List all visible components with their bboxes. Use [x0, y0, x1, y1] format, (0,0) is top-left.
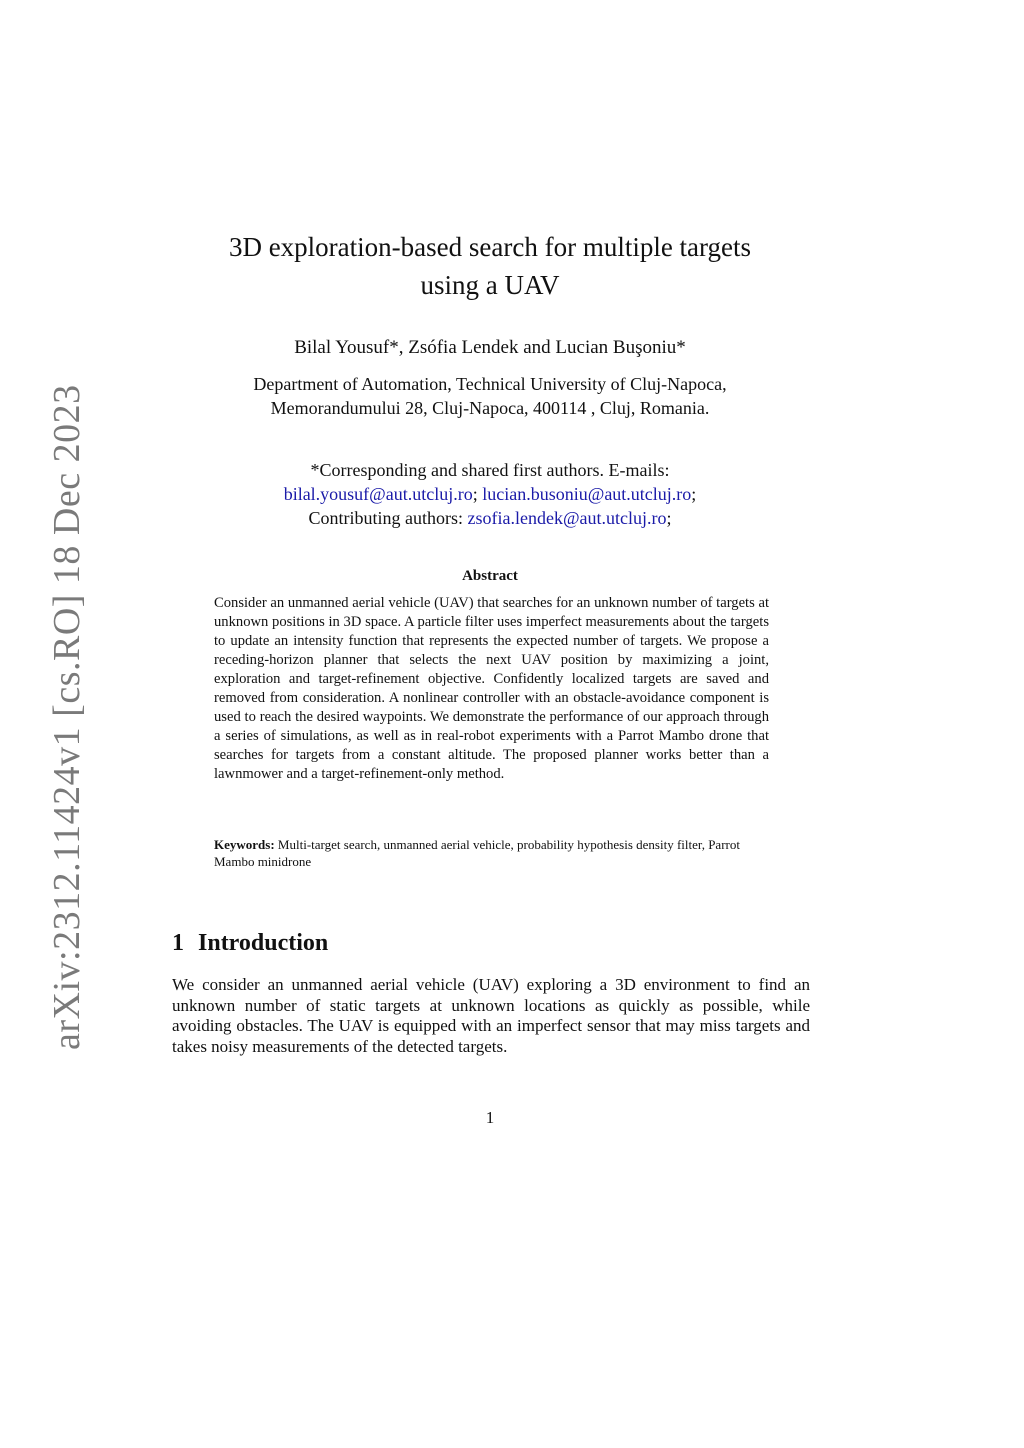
email-separator: ;: [666, 508, 672, 528]
arxiv-identifier: arXiv:2312.11424v1 [cs.RO] 18 Dec 2023: [46, 384, 88, 1050]
affiliation-line-2: Memorandumului 28, Cluj-Napoca, 400114 , Cluj, Romania.: [270, 398, 710, 418]
section-title: Introduction: [198, 930, 329, 956]
email-separator: ;: [691, 484, 697, 504]
title-line-2: using a UAV: [420, 270, 560, 300]
keywords-label: Keywords:: [214, 837, 275, 852]
keywords-text: Multi-target search, unmanned aerial vehicle, probability hypothesis density filter, Parrot Mambo minidrone: [214, 837, 740, 869]
affiliation: [170, 372, 810, 420]
email-link-lendek[interactable]: zsofia.lendek@aut.utcluj.ro: [467, 508, 667, 528]
title-line-1: 3D exploration-based search for multiple targets: [228, 232, 752, 262]
author-list: Bilal Yousuf*, Zsófia Lendek and Lucian Buşoniu*: [294, 337, 686, 358]
section-heading-introduction: [172, 930, 328, 957]
corresponding-note: *Corresponding and shared first authors. E-mails:: [310, 460, 670, 480]
email-link-yousuf[interactable]: bilal.yousuf@aut.utcluj.ro: [283, 484, 473, 504]
email-link-busoniu[interactable]: lucian.busoniu@aut.utcluj.ro: [482, 484, 692, 504]
affiliation-line-1: Department of Automation, Technical University of Cluj-Napoca,: [253, 374, 727, 394]
page-number: 1: [485, 1108, 495, 1127]
section-number: 1: [172, 930, 184, 956]
abstract-heading: Abstract: [462, 568, 518, 584]
keywords: [214, 836, 769, 870]
email-separator: ;: [472, 484, 478, 504]
abstract-text: Consider an unmanned aerial vehicle (UAV) that searches for an unknown number of targets at unknown positions in 3D space. A particle filter uses imperfect measurements about the targets to update an intensity function that represents the expected number of targets. We propose a receding-horizon planner that selects the next UAV position by maximizing a joint, exploration and target-refinement objective. Confidently localized targets are saved and removed from consideration. A nonlinear controller with an obstacle-avoidance component is used to reach the desired waypoints. We demonstrate the performance of our approach through a series of simulations, as well as in real-robot experiments with a Parrot Mambo drone that searches for targets from a constant altitude. The proposed planner works better than a lawnmower and a target-refinement-only method.: [214, 595, 769, 782]
contributing-label: Contributing authors:: [308, 508, 463, 528]
paper-title: [170, 228, 810, 304]
contact-block: [170, 458, 810, 530]
introduction-paragraph: We consider an unmanned aerial vehicle (UAV) exploring a 3D environment to find an unknown number of static targets at unknown locations as quickly as possible, while avoiding obstacles. The UAV is equipped with an imperfect sensor that may miss targets and takes noisy measurements of the detected targets.: [172, 975, 810, 1056]
